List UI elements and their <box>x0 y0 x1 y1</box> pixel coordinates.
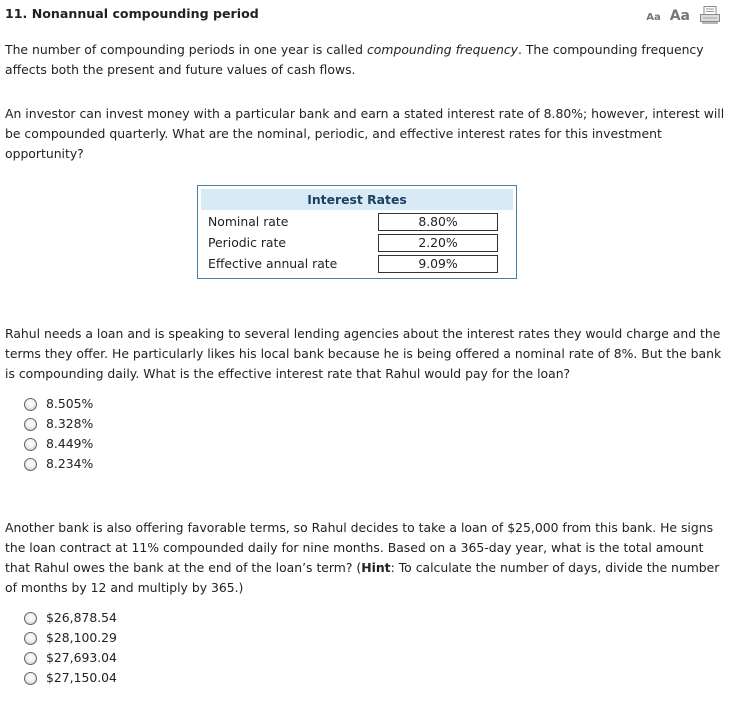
option-label: $27,693.04 <box>46 650 117 665</box>
radio-option[interactable] <box>24 628 117 648</box>
option-label: 8.234% <box>46 456 94 471</box>
option-label: 8.328% <box>46 416 94 431</box>
radio-button[interactable] <box>24 458 37 471</box>
radio-button[interactable] <box>24 612 37 625</box>
font-size-large-button[interactable]: Aa <box>669 8 690 24</box>
radio-button[interactable] <box>24 652 37 665</box>
question2-text: Rahul needs a loan and is speaking to several lending agencies about the interest rates they would charge and the terms they offer. He particularly likes his local bank because he is being offered a nominal rate of 8%. But the bank is compounding daily. What is the effective interest rate that Rahul would pay for the loan? <box>5 326 722 381</box>
radio-button[interactable] <box>24 438 37 451</box>
hint-label: Hint <box>361 560 391 575</box>
option-label: 8.505% <box>46 396 94 411</box>
rate-value-input[interactable]: 8.80% <box>378 213 498 231</box>
font-controls <box>646 5 721 25</box>
option-label: $26,878.54 <box>46 610 117 625</box>
rate-label: Effective annual rate <box>208 256 338 271</box>
radio-option[interactable] <box>24 434 93 454</box>
rate-value-input[interactable]: 2.20% <box>378 234 498 252</box>
option-label: $27,150.04 <box>46 670 117 685</box>
question3-text-after: : To calculate the number of days, divide the number of months by 12 and multiply by 365.) <box>5 560 720 595</box>
question3-text-before: Another bank is also offering favorable terms, so Rahul decides to take a loan of $25,000 from this bank. He signs the loan contract at 11% compounded daily for nine months. Based on a 365-day year, what is the total amount that Rahul owes the bank at the end of the loan’s term? ( <box>5 520 714 575</box>
intro-paragraph <box>5 40 725 80</box>
option-label: $28,100.29 <box>46 630 117 645</box>
font-size-small-button[interactable]: Aa <box>646 12 661 23</box>
radio-button[interactable] <box>24 398 37 411</box>
radio-button[interactable] <box>24 418 37 431</box>
radio-option[interactable] <box>24 648 117 668</box>
question2-options <box>24 394 93 474</box>
rate-row-nominal <box>208 213 498 231</box>
rate-row-periodic <box>208 234 498 252</box>
radio-option[interactable] <box>24 454 93 474</box>
radio-button[interactable] <box>24 672 37 685</box>
rate-value-input[interactable]: 9.09% <box>378 255 498 273</box>
rate-label: Nominal rate <box>208 214 289 229</box>
option-label: 8.449% <box>46 436 94 451</box>
question1-text: An investor can invest money with a particular bank and earn a stated interest rate of 8.80%; however, interest will be compounded quarterly. What are the nominal, periodic, and effective interest rates for this investment opportunity? <box>5 106 725 161</box>
rate-label: Periodic rate <box>208 235 286 250</box>
intro-text-after: . The compounding frequency affects both the present and future values of cash flows. <box>5 42 704 77</box>
interest-rates-table <box>197 185 517 279</box>
radio-option[interactable] <box>24 608 117 628</box>
interest-rates-title: Interest Rates <box>201 189 513 210</box>
page-title: 11. Nonannual compounding period <box>5 6 259 21</box>
question3-text <box>5 518 725 598</box>
radio-option[interactable] <box>24 394 93 414</box>
intro-text-before: The number of compounding periods in one year is called <box>5 42 367 57</box>
radio-option[interactable] <box>24 414 93 434</box>
radio-button[interactable] <box>24 632 37 645</box>
intro-term: compounding frequency <box>366 42 518 57</box>
printer-icon[interactable] <box>699 5 721 25</box>
question3-options <box>24 608 117 688</box>
radio-option[interactable] <box>24 668 117 688</box>
rate-row-effective <box>208 255 498 273</box>
